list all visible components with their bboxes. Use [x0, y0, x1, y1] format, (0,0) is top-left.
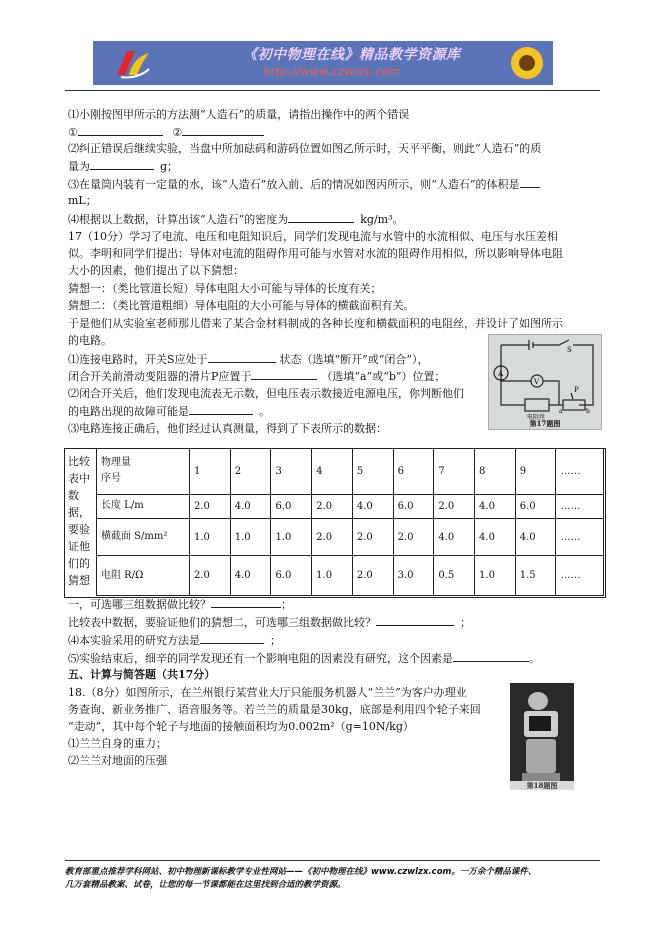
- side-text-line: 比较: [68, 455, 90, 468]
- header-rule: [65, 90, 600, 91]
- side-text-line: 数: [68, 489, 79, 502]
- table-cell: 1.5: [515, 556, 556, 596]
- table-cell: 8: [475, 449, 516, 495]
- table-cell: 2.0: [393, 518, 434, 556]
- q18-step2: ⑵兰兰对地面的压强: [68, 754, 167, 767]
- table-cell: ……: [556, 556, 604, 596]
- q17-step1-line1: [68, 351, 429, 368]
- q17-intro-line3: 大小的因素，他们提出了以下猜想：: [68, 264, 244, 277]
- voltmeter-label: V: [534, 378, 540, 386]
- header-banner: [93, 41, 553, 85]
- table-cell: 4.0: [230, 556, 271, 596]
- q17-step1-hint2: （选填“a”或“b”）位置；: [321, 370, 446, 383]
- q17-after2-end: ；: [460, 616, 471, 629]
- q16-part1: ⑴小刚按图甲所示的方法测“人造石”的质量，请指出操作中的两个错误: [68, 108, 410, 121]
- q18-step1: ⑴兰兰自身的重力；: [68, 737, 167, 750]
- q17-step3: ⑶电路连接正确后，他们经过认真测量，得到了下表所示的数据：: [68, 422, 387, 435]
- table-cell: 4.0: [434, 518, 475, 556]
- table-cell: 1.0: [230, 518, 271, 556]
- q17-step2-line1: ⑵闭合开关后，他们发现电流表无示数，但电压表示数接近电源电压，你判断他们: [68, 387, 464, 400]
- site-logo-icon: [113, 45, 153, 81]
- side-text-line: 据，: [68, 506, 90, 519]
- q16-part3-line2: mL；: [68, 194, 97, 207]
- table-cell: 2.0: [190, 494, 231, 518]
- q17-step5: [68, 650, 540, 667]
- circuit-diagram-icon: [489, 335, 601, 429]
- q17-step1-hint: 状态（选填“断开”或“闭合”），: [279, 353, 429, 366]
- table-cell: 5: [352, 449, 393, 495]
- answer-blank: [189, 403, 253, 415]
- table-row: [97, 518, 604, 556]
- table-cell: ……: [556, 518, 604, 556]
- table-cell: 2.0: [190, 556, 231, 596]
- table-row-header: 物理量 序号: [97, 449, 190, 495]
- table-cell: 4.0: [352, 494, 393, 518]
- q18-line2: 务查询、新业务推广、语音服务等。若兰兰的质量是30kg，底部是利用四个轮子来回: [68, 703, 481, 716]
- wire-label: 电阻丝: [527, 414, 546, 421]
- side-text-line: 表中: [68, 472, 90, 485]
- table-cell: 2.0: [352, 518, 393, 556]
- q16-part2-line1: ⑵纠正错误后继续实验，当盘中所加砝码和游码位置如图乙所示时，天平平衡，则此“人造石”的质: [68, 142, 542, 155]
- table-cell: 4.0: [515, 518, 556, 556]
- table-cell: 4: [312, 449, 353, 495]
- footer-rule: [65, 860, 600, 861]
- answer-blank: [211, 596, 281, 608]
- table-row-header: 电阻 R/Ω: [97, 556, 190, 596]
- q18-line3: “走动”，其中每个轮子与地面的接触面积均为0.002m²（g=10N/kg）: [68, 720, 414, 733]
- q17-step5-text: ⑸实验结束后，细辛的同学发现还有一个影响电阻的因素没有研究，这个因素是: [68, 652, 453, 665]
- answer-blank: [78, 124, 163, 136]
- side-text-line: 们的: [68, 557, 90, 570]
- table-cell: 3: [271, 449, 312, 495]
- table-cell: 1.0: [271, 518, 312, 556]
- answer-blank: [376, 614, 454, 626]
- q17-step1-text: ⑴连接电路时，开关S应处于: [68, 353, 208, 366]
- q17-step2-end: 。: [259, 405, 270, 418]
- q17-after1-end: ；: [281, 598, 292, 611]
- q17-intro-line5: 的电路。: [68, 334, 112, 347]
- q17-intro-line2: 似。李明和同学们提出：导体对电流的阻碍作用可能与水管对水流的阻碍作用相似，所以影响导体电阻: [68, 247, 563, 260]
- switch-label: S: [567, 346, 572, 354]
- q17-step4-text: ⑷本实验采用的研究方法是: [68, 634, 200, 647]
- ammeter-label: A: [498, 370, 504, 378]
- table-cell: 2.0: [312, 518, 353, 556]
- banner-title: 《初中物理在线》精品教学资源库: [243, 47, 461, 63]
- table-cell: 4.0: [475, 494, 516, 518]
- banner-url: http://www.czwlzx.com: [263, 65, 401, 78]
- q16-part4-text: ⑷根据以上数据，计算出该“人造石”的密度为: [68, 213, 289, 226]
- slider-label: P: [574, 386, 579, 394]
- table-cell: 2.0: [312, 494, 353, 518]
- q18-line1: 18.（8分）如图所示，在兰州银行某营业大厅只能服务机器人“兰兰”为客户办理业: [68, 686, 467, 699]
- answer-blank: [520, 176, 540, 188]
- q17-guess1: 猜想一：（类比管道长短）导体电阻大小可能与导体的长度有关；: [68, 282, 382, 295]
- footer-line1: 教育部重点推荐学科网站、初中物理新课标教学专业性网站——《初中物理在线》www.czwlzx.com。一万余个精品课件、: [65, 867, 537, 877]
- data-table: [96, 448, 604, 596]
- q17-step1-text2: 闭合开关前滑动变阻器的滑片P应置于: [68, 370, 252, 383]
- q17-figure-caption: 第17题图: [529, 419, 561, 428]
- sunflower-icon: [507, 43, 547, 83]
- q16-part4-unit: kg/m³。: [360, 213, 404, 226]
- table-cell: 4.0: [230, 494, 271, 518]
- table-row-header: 长度 L/m: [97, 494, 190, 518]
- table-row: [97, 449, 604, 495]
- table-cell: 6.0: [515, 494, 556, 518]
- q17-circuit-figure: [488, 334, 602, 430]
- side-text-line: 要验: [68, 523, 90, 536]
- table-cell: 9: [515, 449, 556, 495]
- table-cell: 2.0: [434, 494, 475, 518]
- q17-step4: [68, 632, 281, 649]
- q16-part2-line2: [68, 158, 178, 175]
- q17-step1-line2: [68, 368, 446, 385]
- q18-figure-caption: 第18题图: [526, 781, 558, 790]
- table-side-text: [68, 453, 96, 589]
- q17-intro-line4: 于是他们从实验室老师那儿借来了某合金材料制成的各种长度和横截面积的电阻丝，并设计了如图所示: [68, 317, 563, 330]
- q16-blank1-marker: ①: [68, 126, 78, 139]
- q17-step5-end: 。: [529, 652, 540, 665]
- section5-title: 五、计算与简答题（共17分）: [68, 668, 216, 681]
- table-row: [97, 494, 604, 518]
- q17-guess2: 猜想二：（类比管道粗细）导体电阻的大小可能与导体的横截面积有关。: [68, 299, 415, 312]
- table-cell: 1: [190, 449, 231, 495]
- q16-part1-blanks: [68, 124, 264, 141]
- table-cell: 1.0: [312, 556, 353, 596]
- q17-intro-line1: 17（10分）学习了电流、电压和电阻知识后，同学们发现电流与水管中的水流相似、电压与水压差相: [68, 230, 558, 243]
- q16-part3-line1: [68, 176, 540, 193]
- q17-after1-text: 一，可选哪三组数据做比较？: [68, 598, 211, 611]
- table-row: [97, 556, 604, 596]
- answer-blank: [90, 158, 154, 170]
- answer-blank: [208, 351, 276, 363]
- q17-after1: [68, 596, 292, 613]
- table-cell: 6: [393, 449, 434, 495]
- q17-after2: [68, 614, 471, 631]
- answer-blank: [453, 650, 529, 662]
- table-cell: 2: [230, 449, 271, 495]
- answer-blank: [182, 124, 264, 136]
- table-cell: ……: [556, 494, 604, 518]
- table-cell: ……: [556, 449, 604, 495]
- table-cell: 4.0: [475, 518, 516, 556]
- q16-part2-unit: g；: [160, 160, 179, 173]
- q16-part3-text: ⑶在量筒内装有一定量的水，该“人造石”放入前、后的情况如图丙所示，则“人造石”的体积是: [68, 178, 520, 191]
- answer-blank: [288, 211, 354, 223]
- table-cell: 6.0: [393, 494, 434, 518]
- side-text-line: 证他: [68, 540, 90, 553]
- q16-part2-text: 量为: [68, 160, 90, 173]
- answer-blank: [200, 632, 264, 644]
- table-cell: 7: [434, 449, 475, 495]
- table-cell: 1.0: [475, 556, 516, 596]
- footer-line2: 几万套精品教案、试卷，让您的每一节课都能在这里找到合适的教学资源。: [65, 880, 346, 890]
- table-cell: 6.0: [271, 556, 312, 596]
- table-cell: 6.0: [271, 494, 312, 518]
- q17-after2-text: 比较表中数据，要验证他们的猜想二，可选哪三组数据做比较？: [68, 616, 376, 629]
- q18-robot-photo: [510, 683, 574, 790]
- q17-step2-line2: [68, 403, 270, 420]
- table-cell: 1.0: [190, 518, 231, 556]
- q17-step2-text: 的电路出现的故障可能是: [68, 405, 189, 418]
- table-cell: 2.0: [352, 556, 393, 596]
- q17-step4-end: ；: [270, 634, 281, 647]
- robot-icon: [510, 683, 574, 790]
- q16-part4: [68, 211, 404, 228]
- q16-blank2-marker: ②: [172, 126, 183, 139]
- table-row-header: 横截面 S/mm²: [97, 518, 190, 556]
- side-text-line: 猜想: [68, 574, 90, 587]
- table-cell: 0.5: [434, 556, 475, 596]
- table-cell: 3.0: [393, 556, 434, 596]
- terminal-b-label: b: [586, 408, 590, 415]
- terminal-a-label: a: [559, 408, 563, 415]
- answer-blank: [251, 368, 317, 380]
